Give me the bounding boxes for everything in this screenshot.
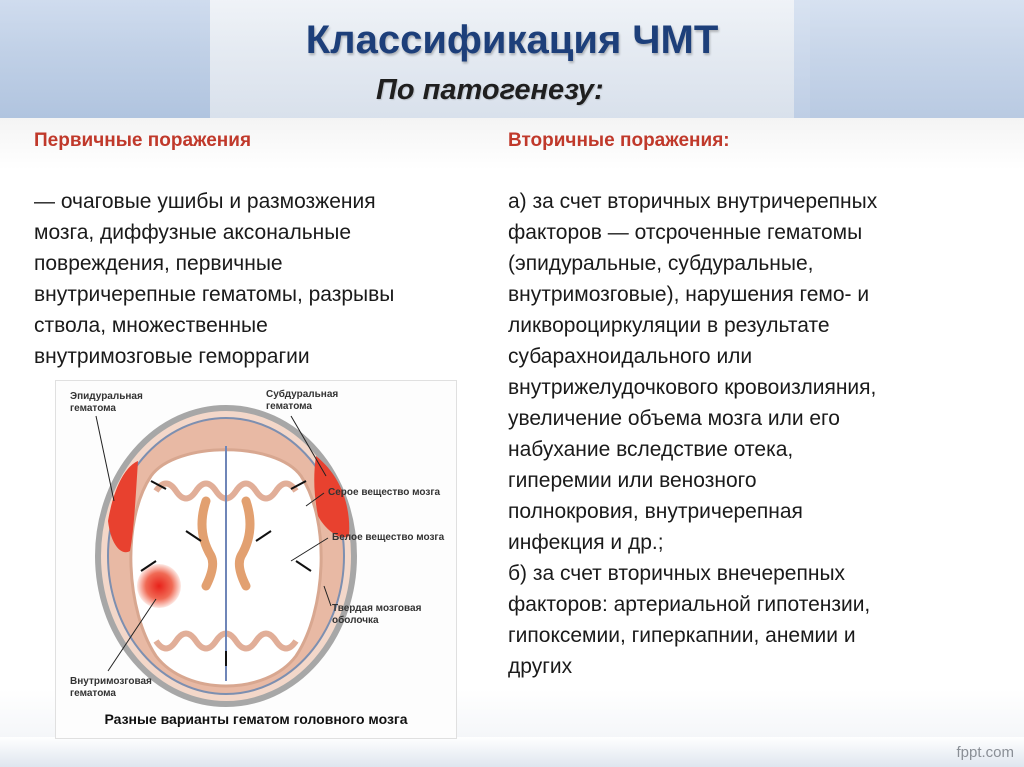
secondary-lesions-text (508, 186, 1008, 682)
primary-lesions-heading: Первичные поражения (34, 130, 252, 151)
slide-subtitle: По патогенезу: (376, 74, 604, 106)
primary-line: повреждения, первичные (34, 252, 283, 275)
secondary-line: увеличение объема мозга или его (508, 407, 840, 430)
secondary-line: факторов: артериальной гипотензии, (508, 593, 871, 616)
secondary-line: факторов — отсроченные гематомы (508, 221, 863, 244)
footer-strip (0, 737, 1024, 767)
pointer-epidural (96, 416, 114, 501)
secondary-lesions-heading: Вторичные поражения: (508, 130, 730, 151)
secondary-line: внутримозговые), нарушения гемо- и (508, 283, 870, 306)
watermark: fppt.com (956, 744, 1014, 761)
primary-line: мозга, диффузные аксональные (34, 221, 352, 244)
label-intracerebral: Внутримозговая гематома (70, 676, 152, 699)
slide-title: Классификация ЧМТ (305, 18, 719, 62)
primary-line: внутричерепные гематомы, разрывы (34, 283, 395, 306)
figure-caption: Разные варианты гематом головного мозга (104, 711, 408, 727)
label-dura: Твердая мозговая оболочка (332, 603, 422, 626)
secondary-line: других (508, 655, 573, 678)
secondary-line: гиперемии или венозного (508, 469, 757, 492)
label-epidural: Эпидуральная гематома (70, 391, 143, 414)
secondary-line: б) за счет вторичных внечерепных (508, 562, 846, 585)
secondary-line: ликвороциркуляции в результате (508, 314, 830, 337)
intracerebral-hematoma (137, 564, 181, 608)
secondary-line: (эпидуральные, субдуральные, (508, 252, 814, 275)
brain-hematoma-figure (55, 380, 457, 739)
primary-line: внутримозговые геморрагии (34, 345, 310, 368)
label-subdural: Субдуральная гематома (266, 389, 339, 412)
label-gray-matter: Серое вещество мозга (328, 487, 441, 498)
secondary-line: гипоксемии, гиперкапнии, анемии и (508, 624, 856, 647)
secondary-line: субарахноидального или (508, 345, 753, 368)
secondary-line: инфекция и др.; (508, 531, 664, 554)
secondary-line: а) за счет вторичных внутричерепных (508, 190, 878, 213)
secondary-line: набухание вследствие отека, (508, 438, 794, 461)
primary-lesions-text (34, 186, 494, 372)
primary-line: — очаговые ушибы и размозжения (34, 190, 376, 213)
secondary-line: полнокровия, внутричерепная (508, 500, 803, 523)
label-white-matter: Белое вещество мозга (332, 532, 445, 543)
primary-line: ствола, множественные (34, 314, 268, 337)
secondary-line: внутрижелудочкового кровоизлияния, (508, 376, 877, 399)
